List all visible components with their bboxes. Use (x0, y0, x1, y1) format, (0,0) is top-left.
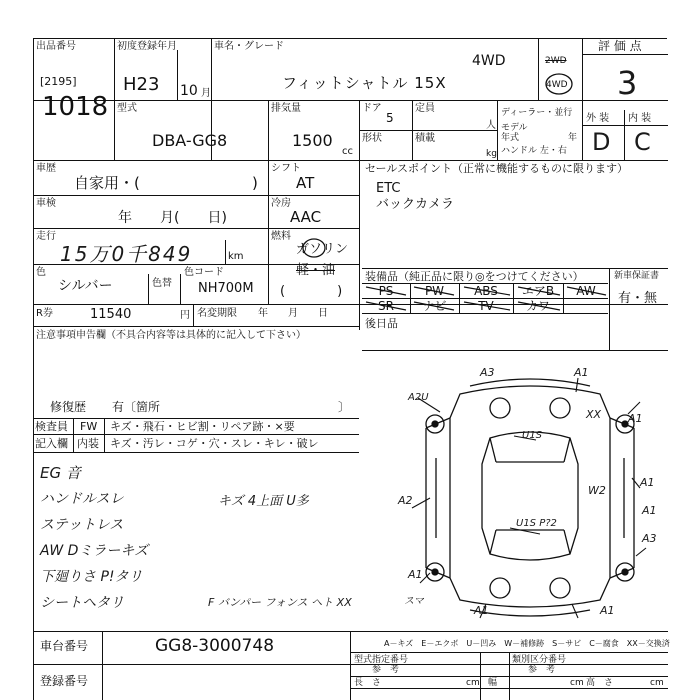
load-label: 積載 (415, 133, 435, 144)
fuel-gasoline-circle-mark (301, 238, 327, 258)
equip-navi: ナビ (422, 299, 447, 313)
drive-4wd-option: 4WD (546, 80, 568, 90)
handwritten-note-2: ハンドルスレ (40, 491, 124, 507)
history-label: 車歴 (36, 163, 56, 174)
diagram-mark-a1-bottom-right: A1 (600, 604, 615, 617)
handwritten-note-1: EG 音 (40, 464, 81, 482)
aircon-value: AAC (290, 208, 322, 226)
height-cm-unit: cm (650, 678, 664, 688)
recycle-label: R券 (36, 308, 53, 319)
lot-code: [2195] (40, 75, 77, 88)
month-unit: 月 (201, 88, 211, 99)
color-code: NH700M (198, 281, 254, 296)
history-close: ) (252, 174, 258, 192)
model-value: DBA-GG8 (152, 131, 228, 150)
interior-score: C (634, 128, 651, 156)
diagram-mark-a1-top: A1 (574, 366, 589, 379)
guarantee-label: 新車保証書 (614, 271, 660, 281)
inspector-fw: FW (80, 420, 98, 433)
dealer-label: ディーラー・並行 (501, 108, 573, 118)
diagram-mark-a1-left: A1 (408, 568, 423, 581)
width-label: 幅 (488, 678, 498, 688)
diagram-mark-a2u: A2U (408, 392, 429, 403)
car-name-label: 車名・グレード (214, 41, 284, 52)
model-year-label2: 年式 (501, 133, 520, 143)
equip-pw: PW (424, 284, 445, 298)
repair-close: 〕 (338, 400, 351, 414)
fuel-diesel: 軽・油 (296, 263, 336, 278)
overall-score: 3 (617, 64, 638, 102)
lot-number: 1018 (42, 92, 109, 122)
damage-legend: A－キズ E－エクボ U－凹み W－補修跡 S－サビ C－腐食 XX－交換済 (384, 639, 670, 648)
selling-point-2: バックカメラ (376, 197, 455, 212)
interior-label: 内 装 (628, 113, 652, 124)
equip-ps: PS (378, 284, 394, 298)
exterior-score: D (592, 128, 611, 156)
model-year-label1: モデル (501, 123, 528, 133)
name-change-label: 名変期限 (197, 308, 237, 319)
recycle-value: 11540 (90, 307, 132, 322)
person-unit: 人 (486, 120, 496, 131)
year-unit: 年 (568, 133, 578, 143)
selling-points-label: セールスポイント（正常に機能するものに限ります） (365, 162, 629, 175)
repair-value: 有〔箇所 (112, 400, 161, 414)
equip-check-marks (362, 283, 612, 313)
color-change-label: 色替 (152, 278, 172, 289)
aircon-label: 冷房 (271, 198, 291, 209)
reference-label-1: 参 考 (372, 665, 400, 675)
inspection-value: 年 月( 日) (118, 210, 227, 226)
diagram-mark-a3-top: A3 (480, 366, 495, 379)
diagram-mark-a3-right: A3 (642, 532, 657, 545)
diagram-mark-suma: スマ (404, 596, 424, 607)
displacement-label: 排気量 (271, 103, 301, 114)
writer-label: 記入欄 (35, 437, 68, 450)
kg-unit: kg (486, 149, 497, 159)
fuel-paren: ( ) (280, 284, 343, 299)
diagram-mark-xx: XX (586, 408, 602, 421)
model-label: 型式 (117, 103, 137, 114)
color-label: 色 (36, 267, 46, 278)
shape-label: 形状 (362, 133, 382, 144)
equipment-label: 装備品（純正品に限り◎をつけてください） (365, 270, 584, 283)
color-code-label: 色コード (184, 267, 224, 278)
shift-label: シフト (271, 163, 301, 174)
category-number-label: 類別区分番号 (512, 655, 567, 665)
guarantee-value: 有・無 (618, 291, 658, 306)
first-reg-era-year: H23 (123, 74, 160, 95)
cc-unit: cc (342, 146, 353, 157)
history-value: 自家用・( (74, 174, 140, 192)
width-cm-unit: cm (570, 678, 584, 688)
drive-4wd-circle-mark (544, 72, 574, 96)
height-label: 高 さ (586, 678, 614, 688)
handwritten-note-6: シートヘタリ (40, 595, 124, 611)
repair-label: 修復歴 (50, 400, 87, 414)
shift-value: AT (296, 174, 315, 192)
diagram-mark-a1-bottom: A1 (474, 604, 489, 617)
diagram-mark-u1s-p: U1S P?2 (516, 518, 557, 529)
length-label: 長 さ (354, 678, 382, 688)
first-reg-label: 初度登録年月 (117, 41, 177, 52)
registration-label: 登録番号 (40, 674, 89, 688)
first-reg-month: 10 (180, 83, 198, 99)
diagram-mark-a2-left: A2 (398, 494, 413, 507)
doors-value: 5 (386, 111, 394, 125)
handwritten-note-4: AW Dミラーキズ (40, 543, 149, 559)
diagram-mark-u1s: U1S (522, 430, 543, 441)
writer-items: キズ・汚レ・コゲ・穴・スレ・キレ・破レ (110, 437, 319, 450)
notes-label: 注意事項申告欄（不具合内容等は具体的に記入して下さい） (36, 330, 306, 341)
km-unit: km (228, 251, 244, 262)
equip-tv: TV (478, 299, 494, 313)
chassis-label: 車台番号 (40, 639, 89, 653)
color-value: シルバー (58, 278, 113, 294)
inspection-label: 車検 (36, 198, 56, 209)
handwritten-note-3: ステットレス (40, 517, 124, 533)
car-damage-diagram (400, 378, 660, 618)
handwritten-note-5: 下廻りさ P!タリ (40, 569, 143, 585)
equip-airbag: エアB (521, 284, 555, 298)
lot-number-label: 出品番号 (36, 41, 76, 52)
fuel-gasoline: ガソリン (296, 242, 349, 257)
score-label: 評 価 点 (598, 39, 642, 53)
capacity-label: 定員 (415, 103, 435, 114)
diagram-mark-a1-right: A1 (628, 412, 643, 425)
handwritten-right-note-1: キズ 4上面 U多 (218, 494, 309, 509)
diagram-mark-a1-right3: A1 (642, 504, 657, 517)
equip-abs: ABS (474, 284, 498, 298)
chassis-value: GG8-3000748 (155, 636, 275, 656)
diagram-mark-a1-right2: A1 (640, 476, 655, 489)
exterior-label: 外 装 (586, 113, 610, 124)
fuel-label: 燃料 (271, 231, 291, 242)
car-name: フィットシャトル 15X (282, 74, 447, 92)
reference-label-2: 参 考 (528, 665, 556, 675)
equip-leather: カワ (525, 299, 550, 313)
equip-sr: SR (378, 299, 394, 313)
equip-aw: AW (576, 284, 596, 298)
inspector-label: 検査員 (35, 420, 68, 433)
selling-point-1: ETC (376, 181, 401, 196)
model-designation-label: 型式指定番号 (354, 655, 409, 665)
rear-seat-label: 後日品 (365, 317, 398, 330)
inspector-items: キズ・飛石・ヒビ割・リペア跡・×要 (110, 420, 295, 433)
name-change-value: 年 月 日 (258, 308, 328, 319)
diagram-mark-w2: W2 (588, 484, 606, 497)
mileage-value: 15万0千849 (60, 242, 193, 266)
displacement-value: 1500 (292, 131, 333, 150)
doors-label: ドア (362, 103, 382, 114)
handle-label: ハンドル 左・右 (501, 146, 567, 156)
drive-2wd-option: 2WD (545, 56, 567, 66)
mileage-label: 走行 (36, 231, 56, 242)
writer-naiso: 内装 (77, 437, 99, 450)
handwritten-right-note-2: F バンパー フォンス ヘト XX (208, 596, 352, 609)
yen-unit: 円 (180, 310, 190, 321)
drive-type: 4WD (472, 53, 506, 69)
length-cm-unit: cm (466, 678, 480, 688)
